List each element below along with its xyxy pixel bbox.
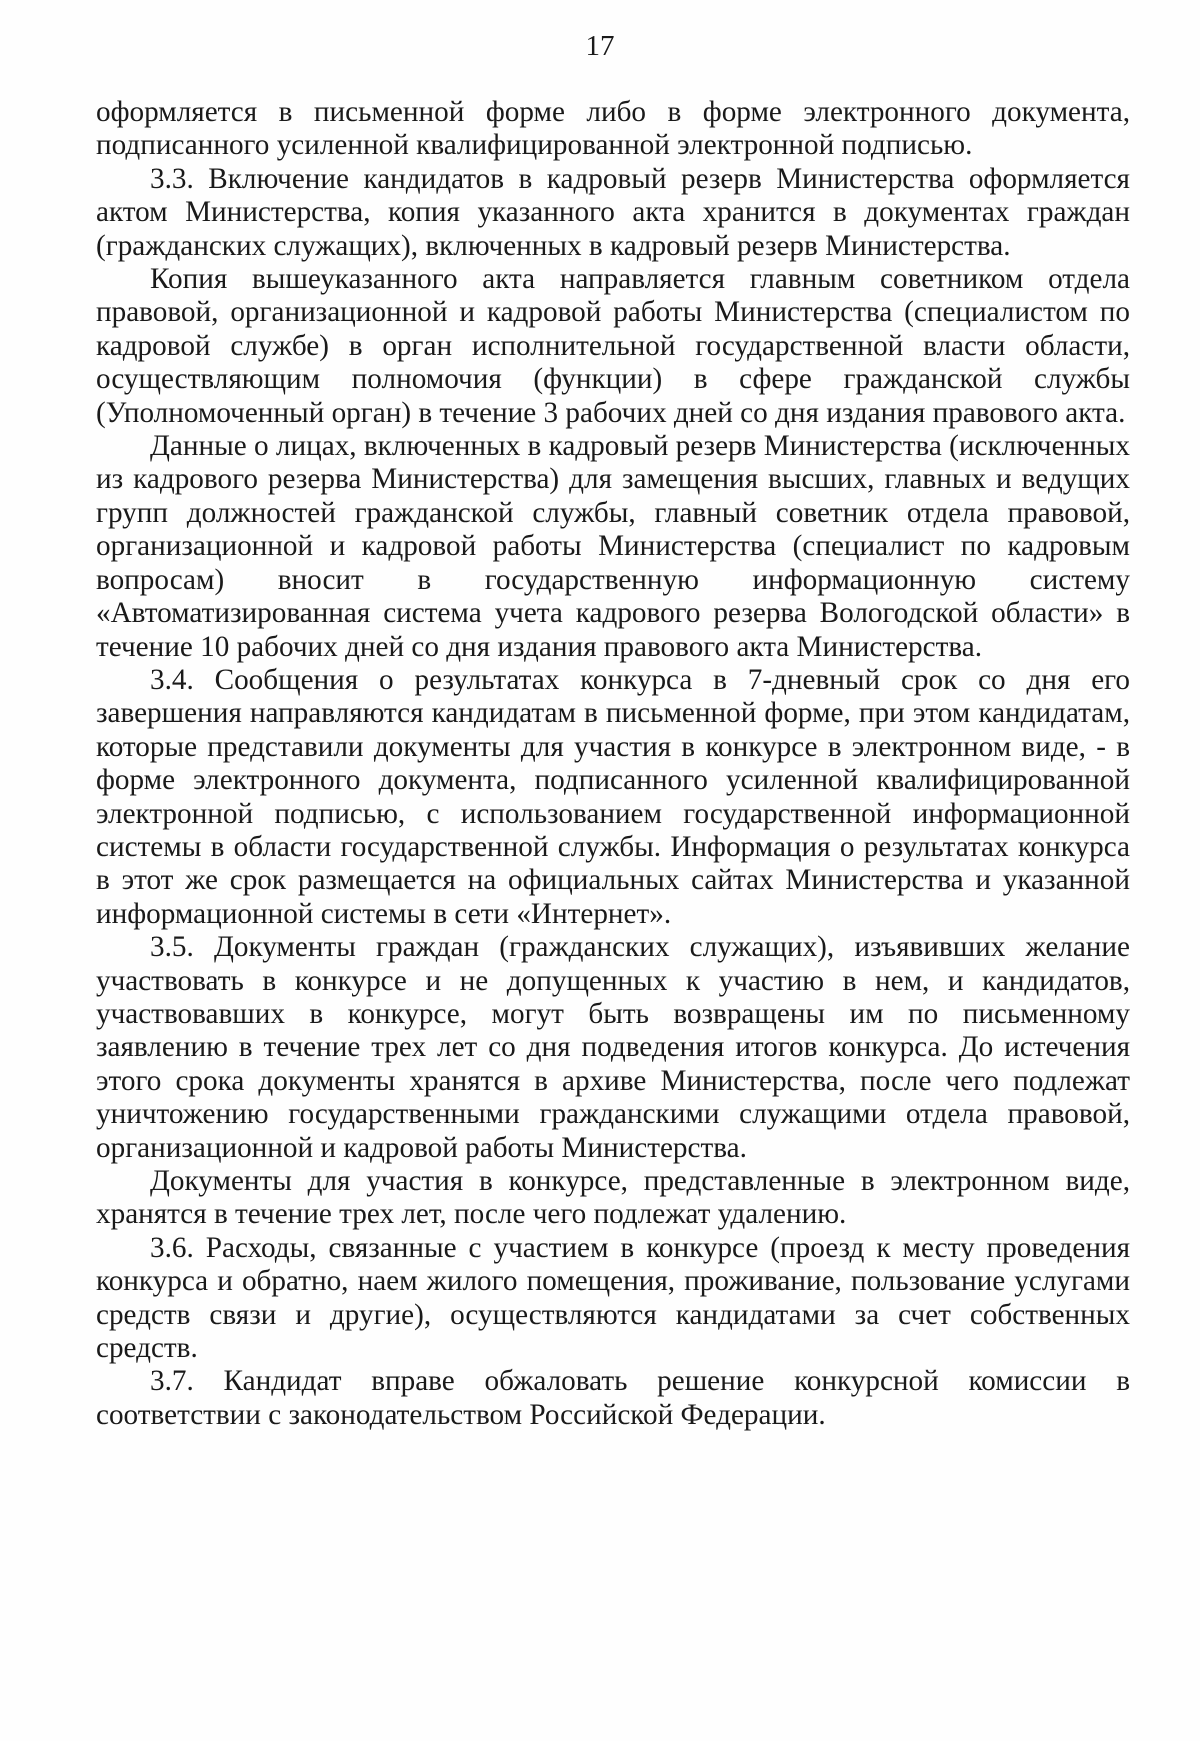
paragraph-continuation: оформляется в письменной форме либо в форме электронного документа, подписанного усиленной квалифицированной электронной подписью. [96,96,1130,162]
page-number: 17 [585,30,615,62]
paragraph-3-7: 3.7. Кандидат вправе обжаловать решение конкурсной комиссии в соответствии с законодательством Российской Федерации. [96,1365,1130,1431]
paragraph-3-3: 3.3. Включение кандидатов в кадровый резерв Министерства оформляется актом Министерства, копия указанного акта хранится в документах граждан (гражданских служащих), включенных в кадровый резерв Министерства. [96,162,1130,262]
paragraph-copy-of-act: Копия вышеуказанного акта направляется главным советником отдела правовой, организационной и кадровой работы Министерства (специалистом по кадровой службе) в орган исполнительной государственной власти области, осуществляющим полномочия (функции) в сфере гражданской службы (Уполномоченный орган) в течение 3 рабочих дней со дня издания правового акта. [96,263,1130,429]
paragraph-3-4: 3.4. Сообщения о результатах конкурса в 7-дневный срок со дня его завершения направляются кандидатам в письменной форме, при этом кандидатам, которые представили документы для участия в конкурсе в электронном виде, - в форме электронного документа, подписанного усиленной квалифицированной электронной подписью, с использованием государственной информационной системы в области государственной службы. Информация о результатах конкурса в этот же срок размещается на официальных сайтах Министерства и указанной информационной системы в сети «Интернет». [96,663,1130,930]
paragraph-3-6: 3.6. Расходы, связанные с участием в конкурсе (проезд к месту проведения конкурса и обратно, наем жилого помещения, проживание, пользование услугами средств связи и другие), осуществляются кандидатами за счет собственных средств. [96,1231,1130,1365]
document-body [96,96,1130,1432]
paragraph-reserve-data: Данные о лицах, включенных в кадровый резерв Министерства (исключенных из кадрового резерва Министерства) для замещения высших, главных и ведущих групп должностей гражданской службы, главный советник отдела правовой, организационной и кадровой работы Министерства (специалист по кадровым вопросам) вносит в государственную информационную систему «Автоматизированная система учета кадрового резерва Вологодской области» в течение 10 рабочих дней со дня издания правового акта Министерства. [96,430,1130,663]
paragraph-electronic-documents: Документы для участия в конкурсе, представленные в электронном виде, хранятся в течение трех лет, после чего подлежат удалению. [96,1165,1130,1231]
paragraph-3-5: 3.5. Документы граждан (гражданских служащих), изъявивших желание участвовать в конкурсе и не допущенных к участию в нем, и кандидатов, участвовавших в конкурсе, могут быть возвращены им по письменному заявлению в течение трех лет со дня подведения итогов конкурса. До истечения этого срока документы хранятся в архиве Министерства, после чего подлежат уничтожению государственными гражданскими служащими отдела правовой, организационной и кадровой работы Министерства. [96,931,1130,1164]
